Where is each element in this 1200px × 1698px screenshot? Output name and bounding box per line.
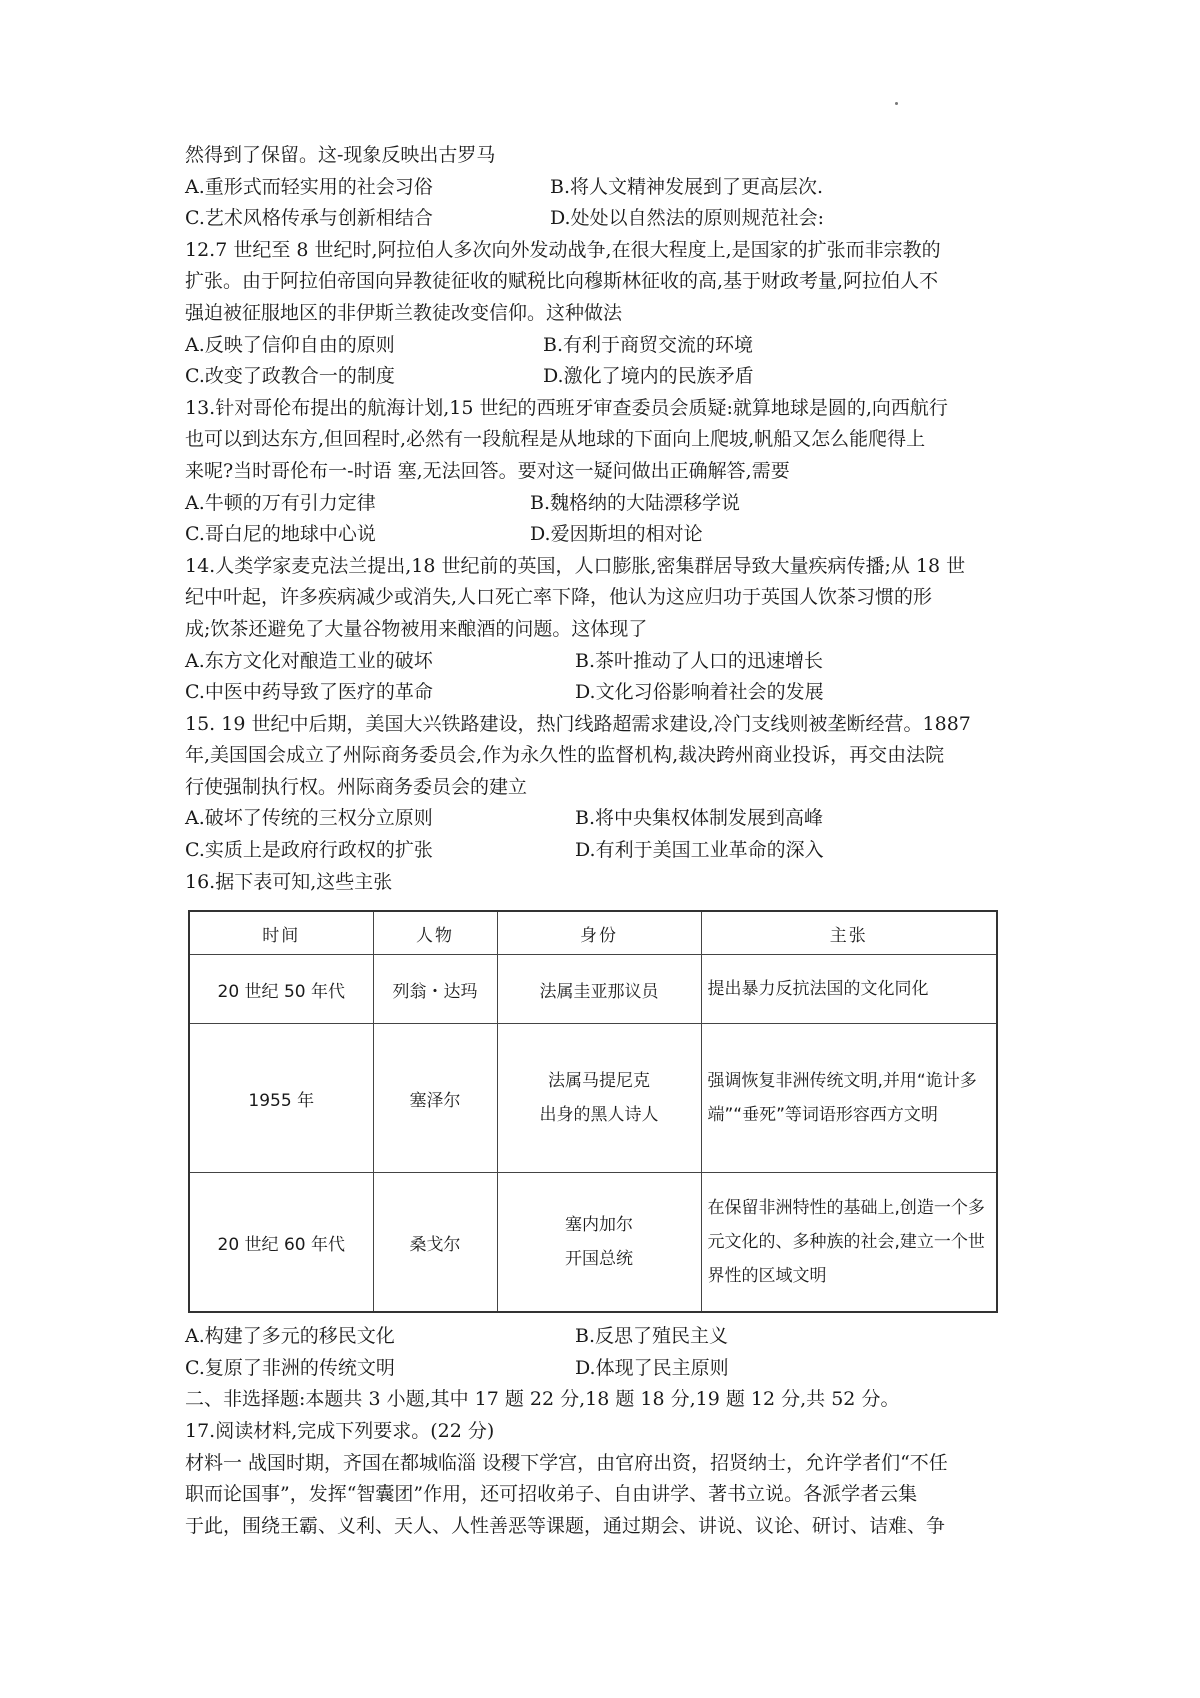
identity-line: 塞内加尔 — [565, 1215, 633, 1236]
q15-option-c[interactable]: C.实质上是政府行政权的扩张 — [185, 839, 433, 862]
q16-option-d[interactable]: D.体现了民主原则 — [575, 1356, 729, 1379]
identity-line: 出身的黑人诗人 — [539, 1105, 659, 1126]
cell-claim: 强调恢复非洲传统文明,并用“诡计多端”“垂死”等词语形容西方文明 — [701, 1024, 997, 1173]
q12-stem-line: 强迫被征服地区的非伊斯兰教徒改变信仰。这种做法 — [185, 301, 623, 324]
q15-options-row-2 — [185, 835, 1005, 867]
q11-options-row-1 — [185, 172, 1005, 204]
q14-option-c[interactable]: C.中医中药导致了医疗的革命 — [185, 681, 433, 704]
cell-identity — [497, 1024, 701, 1173]
cell-person: 桑戈尔 — [373, 1173, 497, 1313]
q15-options-row-1 — [185, 803, 1005, 835]
cell-time: 20 世纪 50 年代 — [189, 955, 373, 1024]
q15-option-b[interactable]: B.将中央集权体制发展到高峰 — [575, 807, 824, 830]
table-row — [189, 1024, 997, 1173]
q13-options-row-2 — [185, 519, 1005, 551]
q12-option-b[interactable]: B.有利于商贸交流的环境 — [543, 333, 754, 356]
material-line: 职而论国事”，发挥“智囊团”作用，还可招收弟子、自由讲学、著书立说。各派学者云集 — [185, 1483, 918, 1506]
q12-options-row-1 — [185, 330, 1005, 362]
table-row — [189, 955, 997, 1024]
q12-option-c[interactable]: C.改变了政教合一的制度 — [185, 365, 395, 388]
scan-speck — [895, 102, 898, 105]
q14-stem-line: 成;饮茶还避免了大量谷物被用来酿酒的问题。这体现了 — [185, 617, 648, 640]
identity-line: 开国总统 — [565, 1249, 633, 1270]
q11-option-a[interactable]: A.重形式而轻实用的社会习俗 — [185, 175, 433, 198]
exam-page — [185, 140, 1005, 1542]
q14-stem-line: 14.人类学家麦克法兰提出,18 世纪前的英国，人口膨胀,密集群居导致大量疾病传播;从 18 世 — [185, 554, 966, 577]
q13-option-c[interactable]: C.哥白尼的地球中心说 — [185, 523, 376, 546]
cell-identity — [497, 1173, 701, 1313]
q14-options-row-2 — [185, 677, 1005, 709]
q15-option-d[interactable]: D.有利于美国工业革命的深入 — [575, 839, 824, 862]
cell-time: 20 世纪 60 年代 — [189, 1173, 373, 1313]
table-header: 人物 — [373, 911, 497, 955]
q16-options-row-1 — [185, 1321, 1005, 1353]
q14-stem-line: 纪中叶起，许多疾病减少或消失,人口死亡率下降，他认为这应归功于英国人饮茶习惯的形 — [185, 586, 933, 609]
q14-option-d[interactable]: D.文化习俗影响着社会的发展 — [575, 681, 824, 704]
q16-table — [188, 910, 998, 1313]
q12-option-d[interactable]: D.激化了境内的民族矛盾 — [543, 365, 754, 388]
identity-line: 法属马提尼克 — [548, 1071, 650, 1092]
cell-time: 1955 年 — [189, 1024, 373, 1173]
q11-option-b[interactable]: B.将人文精神发展到了更高层次. — [550, 175, 824, 198]
table-header: 时间 — [189, 911, 373, 955]
q11-option-c[interactable]: C.艺术风格传承与创新相结合 — [185, 207, 433, 230]
q16-option-a[interactable]: A.构建了多元的移民文化 — [185, 1325, 395, 1348]
material-line: 于此，围绕王霸、义利、天人、人性善恶等课题，通过期会、讲说、议论、研讨、诘难、争 — [185, 1514, 946, 1537]
cell-person: 塞泽尔 — [373, 1024, 497, 1173]
q12-stem-line: 12.7 世纪至 8 世纪时,阿拉伯人多次向外发动战争,在很大程度上,是国家的扩张而非宗教的 — [185, 238, 941, 261]
q17-title: 17.阅读材料,完成下列要求。(22 分) — [185, 1420, 495, 1443]
q15-stem-line: 行使强制执行权。州际商务委员会的建立 — [185, 775, 528, 798]
q11-option-d[interactable]: D.处处以自然法的原则规范社会: — [550, 207, 824, 230]
q12-stem-line: 扩张。由于阿拉伯帝国向异教徒征收的赋税比向穆斯林征收的高,基于财政考量,阿拉伯人不 — [185, 270, 939, 293]
q13-stem-line: 13.针对哥伦布提出的航海计划,15 世纪的西班牙审查委员会质疑:就算地球是圆的,向西航行 — [185, 396, 948, 419]
cell-claim: 在保留非洲特性的基础上,创造一个多元文化的、多种族的社会,建立一个世界性的区域文明 — [701, 1173, 997, 1313]
table-header: 身份 — [497, 911, 701, 955]
q12-options-row-2 — [185, 361, 1005, 393]
table-row — [189, 1173, 997, 1313]
q13-option-a[interactable]: A.牛顿的万有引力定律 — [185, 491, 376, 514]
section-title: 二、非选择题:本题共 3 小题,其中 17 题 22 分,18 题 18 分,19 题 12 分,共 52 分。 — [185, 1388, 900, 1411]
q16-stem: 16.据下表可知,这些主张 — [185, 870, 393, 893]
cell-person: 列翁・达玛 — [373, 955, 497, 1024]
q12-option-a[interactable]: A.反映了信仰自由的原则 — [185, 333, 395, 356]
q11-stem-tail: 然得到了保留。这-现象反映出古罗马 — [185, 144, 496, 166]
q16-option-b[interactable]: B.反思了殖民主义 — [575, 1325, 729, 1348]
cell-claim: 提出暴力反抗法国的文化同化 — [701, 955, 997, 1024]
material-line: 材料一 战国时期，齐国在都城临淄 设稷下学宫，由官府出资，招贤纳士，允许学者们“不任 — [185, 1451, 948, 1474]
q15-stem-line: 15. 19 世纪中后期，美国大兴铁路建设，热门线路超需求建设,冷门支线则被垄断经营。1887 — [185, 712, 971, 735]
q13-stem-line: 来呢?当时哥伦布一-时语 塞,无法回答。要对这一疑问做出正确解答,需要 — [185, 459, 790, 482]
q14-options-row-1 — [185, 646, 1005, 678]
q13-option-b[interactable]: B.魏格纳的大陆漂移学说 — [530, 491, 741, 514]
q14-option-a[interactable]: A.东方文化对酿造工业的破坏 — [185, 649, 433, 672]
table-header-row — [189, 911, 997, 955]
table-header: 主张 — [701, 911, 997, 955]
q14-option-b[interactable]: B.茶叶推动了人口的迅速增长 — [575, 649, 824, 672]
q16-options-row-2 — [185, 1353, 1005, 1385]
q16-option-c[interactable]: C.复原了非洲的传统文明 — [185, 1356, 395, 1379]
q15-stem-line: 年,美国国会成立了州际商务委员会,作为永久性的监督机构,裁决跨州商业投诉，再交由法院 — [185, 744, 945, 767]
q13-option-d[interactable]: D.爱因斯坦的相对论 — [530, 523, 703, 546]
cell-identity: 法属圭亚那议员 — [497, 955, 701, 1024]
q15-option-a[interactable]: A.破坏了传统的三权分立原则 — [185, 807, 433, 830]
q13-stem-line: 也可以到达东方,但回程时,必然有一段航程是从地球的下面向上爬坡,帆船又怎么能爬得上 — [185, 428, 926, 451]
q13-options-row-1 — [185, 488, 1005, 520]
q11-options-row-2 — [185, 203, 1005, 235]
